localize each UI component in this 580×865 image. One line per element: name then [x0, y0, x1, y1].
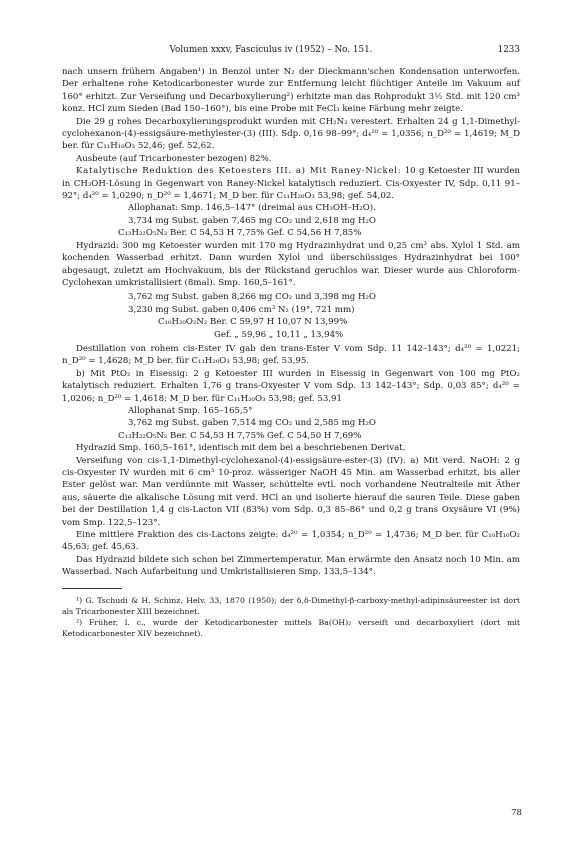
- paragraph: Hydrazid Smp. 160,5–161°, identisch mit dem bei a beschriebenen Derivat.: [76, 443, 406, 454]
- analysis-line: C₁₃H₂₂O₅N₂ Ber. C 54,53 H 7,75% Gef. C 54,50 H 7,69%: [118, 430, 362, 441]
- analysis-line: 3,762 mg Subst. gaben 7,514 mg CO₂ und 2,585 mg H₂O: [128, 418, 376, 429]
- paragraph: b) Mit PtO₂ in Eisessig: 2 g Ketoester III wurden in Eisessig in Gegenwart von 100 mg PtO₂ katalytisch reduziert. Erhalten 1,76 g trans-Oxyester V vom Sdp. 13 142–143°; Sdp. 0,03 85°; d₄²⁰ = 1,0206; n_D²⁰ = 1,4618; M_D ber. für C₁₁H₂₀O₃ 53,98; gef. 53,91: [62, 368, 520, 404]
- page-body: [62, 44, 520, 639]
- paragraph: Das Hydrazid bildete sich schon bei Zimmertemperatur. Man erwärmte den Ansatz noch 10 Min. am Wasserbad. Nach Aufarbeitung und Umkristallisieren Smp. 133,5–134°.: [62, 554, 520, 578]
- analysis-line: 3,230 mg Subst. gaben 0,406 cm³ N₂ (19°, 721 mm): [128, 304, 355, 315]
- paragraph: Hydrazid: 300 mg Ketoester wurden mit 170 mg Hydrazinhydrat und 0,25 cm³ abs. Xylol 1 Std. am kochenden Wasserbad erhitzt. Dann wurden Xylol und überschüssiges Hydrazinhydrat bei 100° abgesaugt, zuletzt am Hochvakuum, bis der Rückstand geruchlos war. Dieser wurde aus Chloroform-Cyclohexan umkristallisiert (8mal). Smp. 160,5–161°.: [62, 240, 520, 288]
- paragraph: Destillation von rohem cis-Ester IV gab den trans-Ester V vom Sdp. 11 142–143°; d₄²⁰ = 1,0221; n_D²⁰ = 1,4628; M_D ber. für C₁₁H₂₀O₃ 53,98; gef. 53,95.: [62, 343, 520, 367]
- analysis-line: C₁₃H₂₂O₅N₂ Ber. C 54,53 H 7,75% Gef. C 54,56 H 7,85%: [118, 228, 362, 239]
- analysis-line: Gef. „ 59,96 „ 10,11 „ 13,94%: [214, 329, 344, 340]
- footnote-rule: [62, 588, 122, 589]
- running-header: [62, 44, 520, 58]
- analysis-line: C₁₀H₂₀O₂N₂ Ber. C 59,97 H 10,07 N 13,99%: [158, 317, 348, 328]
- paragraph: Ausbeute (auf Tricarbonester bezogen) 82%.: [76, 153, 272, 164]
- footnote: ¹) G. Tschudi & H. Schinz, Helv. 33, 1870 (1950); der δ,δ-Dimethyl-β-carboxy-methyl-adipinsäureester ist dort als Tricarbonester XIII bezeichnet.: [62, 595, 520, 616]
- paragraph: Die 29 g rohes Decarboxylierungsprodukt wurden mit CH₂N₂ verestert. Erhalten 24 g 1,1-Dimethyl-cyclohexanon-(4)-essigsäure-methylester-(3) (III). Sdp. 0,16 98–99°; d₄²⁰ = 1,0356; n_D²⁰ = 1,4619; M_D ber. für C₁₁H₁₈O₃ 52,46; gef. 52,62.: [62, 116, 520, 152]
- analysis-line: Allophanat: Smp. 146,5–147° (dreimal aus CH₃OH–H₂O).: [128, 203, 376, 214]
- footnote: ²) Früher, l. c., wurde der Ketodicarbonester mittels Ba(OH)₂ verseift und decarboxyliert (dort mit Ketodicarbonester XIV bezeichnet).: [62, 617, 520, 638]
- paragraph: Eine mittlere Fraktion des cis-Lactons zeigte: d₄²⁰ = 1,0354; n_D²⁰ = 1,4736; M_D ber. für C₁₀H₁₆O₂ 45,63; gef. 45,63.: [62, 530, 520, 553]
- paragraph: Verseifung von cis-1,1-Dimethyl-cyclohexanol-(4)-essigsäure-ester-(3) (IV). a) Mit verd. NaOH: 2 g cis-Oxyester IV wurden mit 6 cm³ 10-proz. wässeriger NaOH 45 Min. am Wasserbad erhitzt, bis aller Ester gelöst war. Man verdünnte mit Wasser, schüttelte evtl. noch vorhandene Neutralteile mit Äther aus, säuerte die alkalische Lösung mit verd. HCl an und isolierte hierauf die sauren Teile. Diese gaben bei der Destillation 1,4 g cis-Lacton VII (83%) vom Sdp. 0,3 85–86° und 0,2 g trans Oxysäure VI (9%) vom Smp. 122,5–123°.: [62, 455, 520, 528]
- page-number: 1233: [497, 45, 520, 55]
- analysis-line: 3,734 mg Subst. gaben 7,465 mg CO₂ und 2,618 mg H₂O: [128, 215, 376, 226]
- running-title: Volumen xxxv, Fasciculus iv (1952) – No. 151.: [169, 45, 373, 55]
- section-paragraph: [62, 165, 520, 202]
- analysis-line: Allophanat Smp. 165–165,5°: [128, 405, 253, 416]
- folio: 78: [511, 808, 522, 818]
- paragraph: nach unsern frühern Angaben¹) in Benzol unter N₂ der Dieckmann'schen Kondensation unterworfen. Der erhaltene rohe Ketodicarbonester wurde zur Entfernung leicht flüchtiger Anteile im Vakuum auf 160° erhitzt. Zur Verseifung und Decarboxylierung²) erhitzte man das Rohprodukt 3½ Std. mit 120 cm³ konz. HCl zum Sieden (Bad 150–160°), bis eine Probe mit FeCl₃ keine Färbung mehr zeigte.: [62, 67, 520, 115]
- analysis-line: 3,762 mg Subst. gaben 8,266 mg CO₂ und 3,398 mg H₂O: [128, 292, 376, 303]
- section-heading: Katalytische Reduktion des Ketoesters III. a) Mit Raney-Nickel:: [76, 166, 402, 177]
- paragraph-text: 10 g Ketoester III wurden in CH₃OH-Lösung in Gegenwart von Raney-Nickel katalytisch reduziert. Cis-Oxyester IV, Sdp. 0,11 91–92°; d₄²⁰ = 1,0290; n_D²⁰ = 1,4671; M_D ber. für C₁₁H₂₀O₃ 53,98; gef. 54,02.: [62, 166, 520, 202]
